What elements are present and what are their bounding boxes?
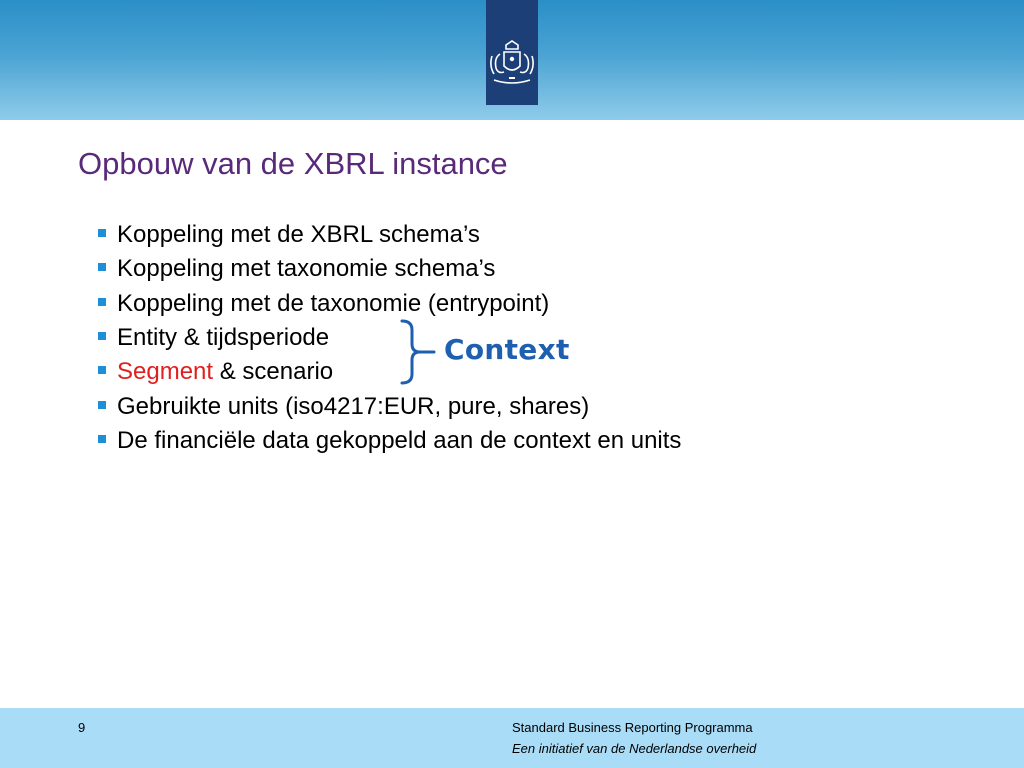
government-emblem [486,0,538,105]
list-item [98,218,681,252]
bullet-text: & scenario [213,358,334,386]
slide-title: Opbouw van de XBRL instance [78,146,508,181]
bullet-text: Koppeling met de taxonomie (entrypoint) [117,289,550,317]
square-bullet-icon [98,298,106,306]
bullet-text: Entity & tijdsperiode [117,324,330,352]
square-bullet-icon [98,401,106,409]
square-bullet-icon [98,229,106,237]
footer-tagline: Een initiatief van de Nederlandse overheid [512,741,757,756]
list-item [98,287,681,321]
list-item [98,321,681,355]
bullet-list [98,218,681,458]
list-item [98,389,681,423]
bullet-text: De financiële data gekoppeld aan de context en units [117,426,682,454]
square-bullet-icon [98,435,106,443]
square-bullet-icon [98,332,106,340]
list-item [98,252,681,286]
footer-organization: Standard Business Reporting Programma [512,720,753,735]
bullet-text: Koppeling met taxonomie schema’s [117,255,496,283]
bullet-text: Koppeling met de XBRL schema’s [117,221,480,249]
curly-brace-icon [396,318,436,386]
bullet-text: Gebruikte units (iso4217:EUR, pure, shares) [117,392,590,420]
context-label: Context [444,333,570,366]
square-bullet-icon [98,263,106,271]
bullet-text-highlight: Segment [117,358,214,386]
list-item [98,424,681,458]
page-number: 9 [78,720,86,735]
square-bullet-icon [98,366,106,374]
royal-coat-of-arms-icon [486,40,538,90]
list-item [98,355,681,389]
footer-band [0,708,1024,768]
